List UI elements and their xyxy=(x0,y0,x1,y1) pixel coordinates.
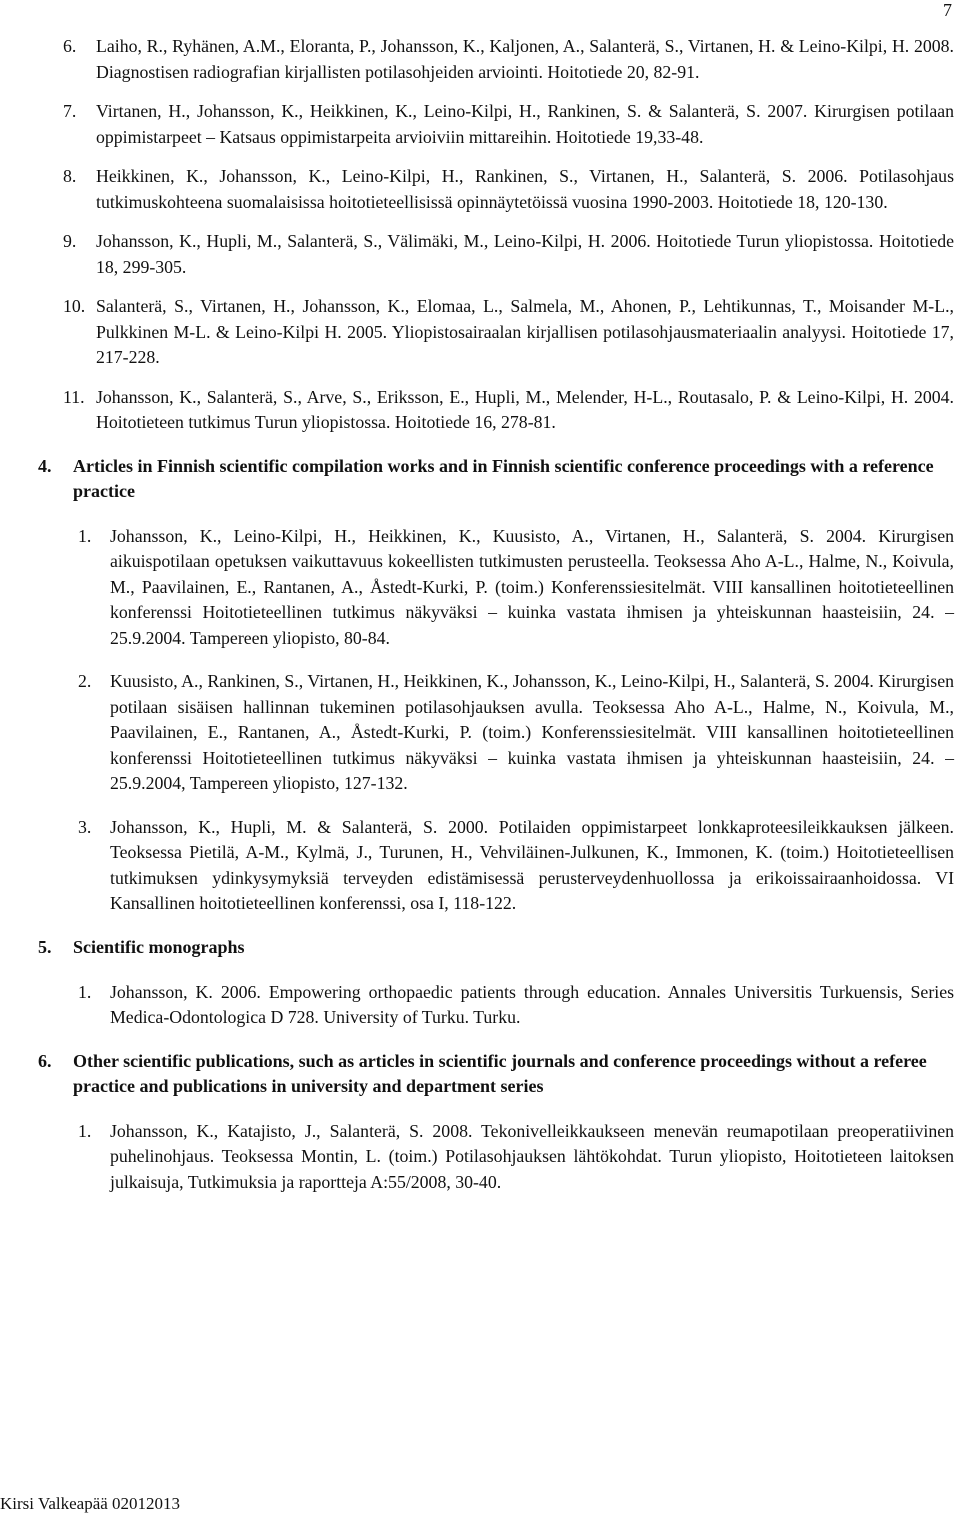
item-number: 8. xyxy=(63,166,77,186)
item-text: Kuusisto, A., Rankinen, S., Virtanen, H., Heikkinen, K., Johansson, K., Leino-Kilpi, H., Salanterä, S. 2004. Kirurgisen potilaan sisäisen hallinnan tukeminen potilasohjauksen avulla. Teoksessa Aho A-L., Halme, N., Koivula, M., Paavilainen, E., Rantanen, A., Åstedt-Kurki, P. (toim.) Konferenssiesitelmät. VIII kansallinen hoitotieteellinen konferenssi Hoitotieteellinen tutkimus näkyväksi – kuinka vastata ihmisen ja yhteiskunnan haasteisiin, 24. – 25.9.2004, Tampereen yliopisto, 127-132. xyxy=(110,671,954,793)
item-text: Heikkinen, K., Johansson, K., Leino-Kilpi, H., Rankinen, S., Virtanen, H., Salanterä, S. 2006. Potilasohjaus tutkimuskohteena suomalaisissa hoitotieteellisissä opinnäytetöissä vuosina 1990-2003. Hoitotiede 18, 120-130. xyxy=(96,166,954,212)
item-number: 3. xyxy=(78,816,92,837)
item-text: Virtanen, H., Johansson, K., Heikkinen, K., Leino-Kilpi, H., Rankinen, S. & Salanterä, S. 2007. Kirurgisen potilaan oppimistarpeet – Katsaus oppimistarpeita arvioiviin mittareihin. Hoitotiede 19,33-48. xyxy=(96,101,954,147)
section-heading-6 xyxy=(0,1049,960,1099)
item-number: 9. xyxy=(63,231,77,251)
item-text: Johansson, K., Hupli, M., Salanterä, S., Välimäki, M., Leino-Kilpi, H. 2006. Hoitotiede Turun yliopistossa. Hoitotiede 18, 299-305. xyxy=(96,231,954,277)
compilation-works-list xyxy=(0,524,960,917)
section-number: 5. xyxy=(38,936,52,957)
item-number: 1. xyxy=(78,1120,92,1141)
item-text: Johansson, K. 2006. Empowering orthopaedic patients through education. Annales Universitis Turkuensis, Series Medica-Odontologica D 728. University of Turku. Turku. xyxy=(110,981,954,1027)
list-item xyxy=(0,524,960,652)
list-item xyxy=(0,1119,960,1196)
monographs-list xyxy=(0,980,960,1031)
item-text: Johansson, K., Salanterä, S., Arve, S., Eriksson, E., Hupli, M., Melender, H-L., Routasalo, P. & Leino-Kilpi, H. 2004. Hoitotieteen tutkimus Turun yliopistossa. Hoitotiede 16, 278-81. xyxy=(96,386,954,432)
item-text: Laiho, R., Ryhänen, A.M., Eloranta, P., Johansson, K., Kaljonen, A., Salanterä, S., Virtanen, H. & Leino-Kilpi, H. 2008. Diagnostisen radiografian kirjallisten potilasohjeiden arviointi. Hoitotiede 20, 82-91. xyxy=(96,36,954,82)
section-title: Scientific monographs xyxy=(73,936,245,957)
section-title: Articles in Finnish scientific compilation works and in Finnish scientific conference proceedings with a reference practice xyxy=(73,455,934,501)
footer-author-date: Kirsi Valkeapää 02012013 xyxy=(0,1494,181,1513)
other-publications-list xyxy=(0,1119,960,1196)
list-item xyxy=(0,99,960,150)
list-item xyxy=(0,164,960,215)
section-number: 6. xyxy=(38,1050,52,1071)
list-item xyxy=(0,980,960,1031)
list-item xyxy=(0,669,960,797)
section-title: Other scientific publications, such as articles in scientific journals and conference proceedings without a referee practice and publications in university and department series xyxy=(73,1050,927,1096)
item-number: 2. xyxy=(78,671,92,691)
section-heading-4 xyxy=(0,454,960,504)
item-number: 1. xyxy=(78,981,92,1002)
list-item xyxy=(0,385,960,436)
item-number: 11. xyxy=(63,386,85,407)
list-item xyxy=(0,815,960,917)
item-number: 6. xyxy=(63,36,77,56)
list-item xyxy=(0,294,960,371)
section-heading-5 xyxy=(0,935,960,960)
item-text: Johansson, K., Katajisto, J., Salanterä, S. 2008. Tekonivelleikkaukseen menevän reumapotilaan preoperatiivinen puhelinohjaus. Teoksessa Montin, L. (toim.) Potilasohjauksen lähtökohdat. Turun yliopisto, Hoitotieteen laitoksen julkaisuja, Tutkimuksia ja raportteja A:55/2008, 30-40. xyxy=(110,1120,954,1192)
journal-articles-list xyxy=(0,34,960,436)
item-number: 10. xyxy=(63,296,86,316)
item-number: 7. xyxy=(63,101,77,121)
page-number: 7 xyxy=(943,0,952,20)
list-item xyxy=(0,229,960,280)
item-number: 1. xyxy=(78,525,92,546)
item-text: Johansson, K., Hupli, M. & Salanterä, S. 2000. Potilaiden oppimistarpeet lonkkaproteesileikkauksen jälkeen. Teoksessa Pietilä, A-M., Kylmä, J., Turunen, H., Vehviläinen-Julkunen, K., Immonen, K. (toim.) Hoitotieteellisen tutkimuksen ydinkysymyksiä terveyden edistämisessä perusterveydenhuollossa ja erikoissairaanhoidossa. VI Kansallinen hoitotieteellinen konferenssi, osa I, 118-122. xyxy=(110,816,954,913)
list-item xyxy=(0,34,960,85)
section-number: 4. xyxy=(38,455,52,476)
item-text: Johansson, K., Leino-Kilpi, H., Heikkinen, K., Kuusisto, A., Virtanen, H., Salanterä, S. 2004. Kirurgisen aikuispotilaan opetuksen vaikuttavuus kokeellisten tutkimusten perusteella. Teoksessa Aho A-L., Halme, N., Koivula, M., Paavilainen, E., Rantanen, A., Åstedt-Kurki, P. (toim.) Konferenssiesitelmät. VIII kansallinen hoitotieteellinen konferenssi Hoitotieteellinen tutkimus näkyväksi – kuinka vastata ihmisen ja yhteiskunnan haasteisiin, 24. – 25.9.2004. Tampereen yliopisto, 80-84. xyxy=(110,525,954,648)
document-body xyxy=(0,34,960,1209)
item-text: Salanterä, S., Virtanen, H., Johansson, K., Elomaa, L., Salmela, M., Ahonen, P., Lehtikunnas, T., Moisander M-L., Pulkkinen M-L. & Leino-Kilpi H. 2005. Yliopistosairaalan kirjallisen potilasohjausmateriaalin analyysi. Hoitotiede 17, 217-228. xyxy=(96,296,954,367)
